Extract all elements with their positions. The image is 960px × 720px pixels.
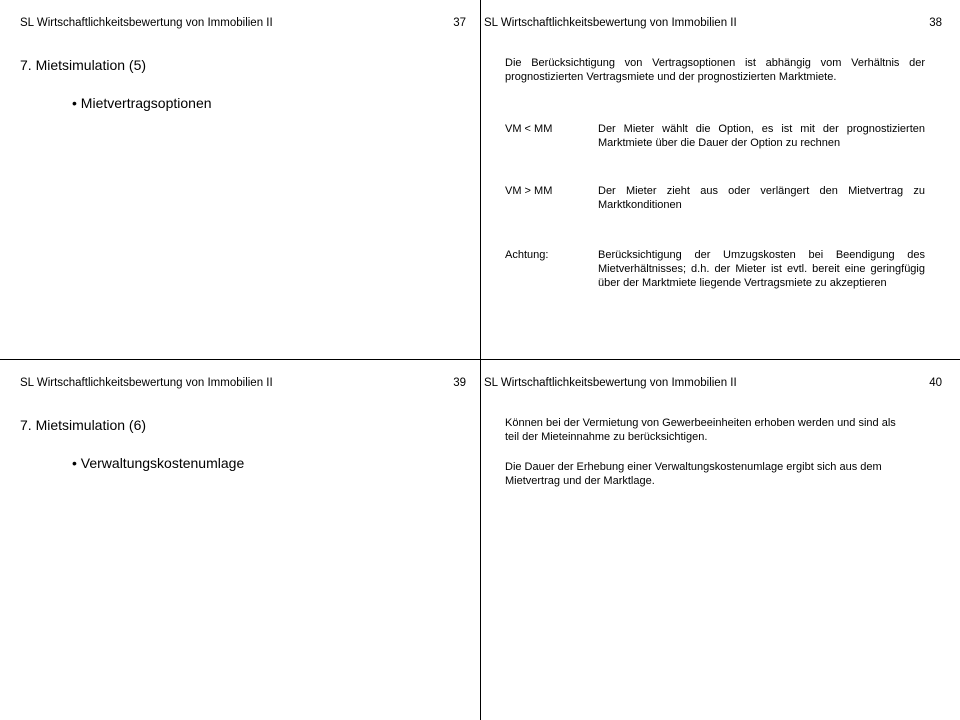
definition-description: Der Mieter wählt die Option, es ist mit der prognostizierten Marktmiete über die Dauer der Option zu rechnen [598,123,925,149]
slide-title: 7. Mietsimulation (5) [20,57,147,73]
slide-header: SL Wirtschaftlichkeitsbewertung von Immobilien II [484,17,737,29]
slide-number: 37 [453,17,466,29]
slide-number: 38 [929,17,942,29]
slide-number: 40 [929,377,942,389]
body-paragraph: Die Dauer der Erhebung einer Verwaltungskostenumlage ergibt sich aus dem Mietvertrag und der Marktlage. [505,461,882,487]
slide-title: 7. Mietsimulation (6) [20,417,147,433]
bullet-item: • Verwaltungskostenumlage [72,455,245,471]
body-paragraph: Können bei der Vermietung von Gewerbeeinheiten erhoben werden und sind als teil der Mieteinnahme zu berücksichtigen. [505,417,896,443]
slide-40 [480,360,960,720]
definition-description: Berücksichtigung der Umzugskosten bei Beendigung des Mietverhältnisses; d.h. der Mieter ist evtl. bereit eine geringfügig über der Marktmiete liegende Vertragsmiete zu akzeptieren [598,249,925,289]
definition-description: Der Mieter zieht aus oder verlängert den Mietvertrag zu Marktkonditionen [598,185,925,211]
definition-term: VM < MM [505,123,553,135]
definition-term: VM > MM [505,185,553,197]
slide-header: SL Wirtschaftlichkeitsbewertung von Immobilien II [20,377,273,389]
slide-39 [0,360,480,720]
definition-term: Achtung: [505,249,549,261]
slide-38 [480,0,960,360]
slide-number: 39 [453,377,466,389]
slide-37 [0,0,480,360]
intro-paragraph: Die Berücksichtigung von Vertragsoptionen ist abhängig vom Verhältnis der prognostizierten Vertragsmiete und der prognostizierten Marktmiete. [505,57,925,83]
slide-header: SL Wirtschaftlichkeitsbewertung von Immobilien II [484,377,737,389]
slide-header: SL Wirtschaftlichkeitsbewertung von Immobilien II [20,17,273,29]
bullet-item: • Mietvertragsoptionen [72,95,212,111]
